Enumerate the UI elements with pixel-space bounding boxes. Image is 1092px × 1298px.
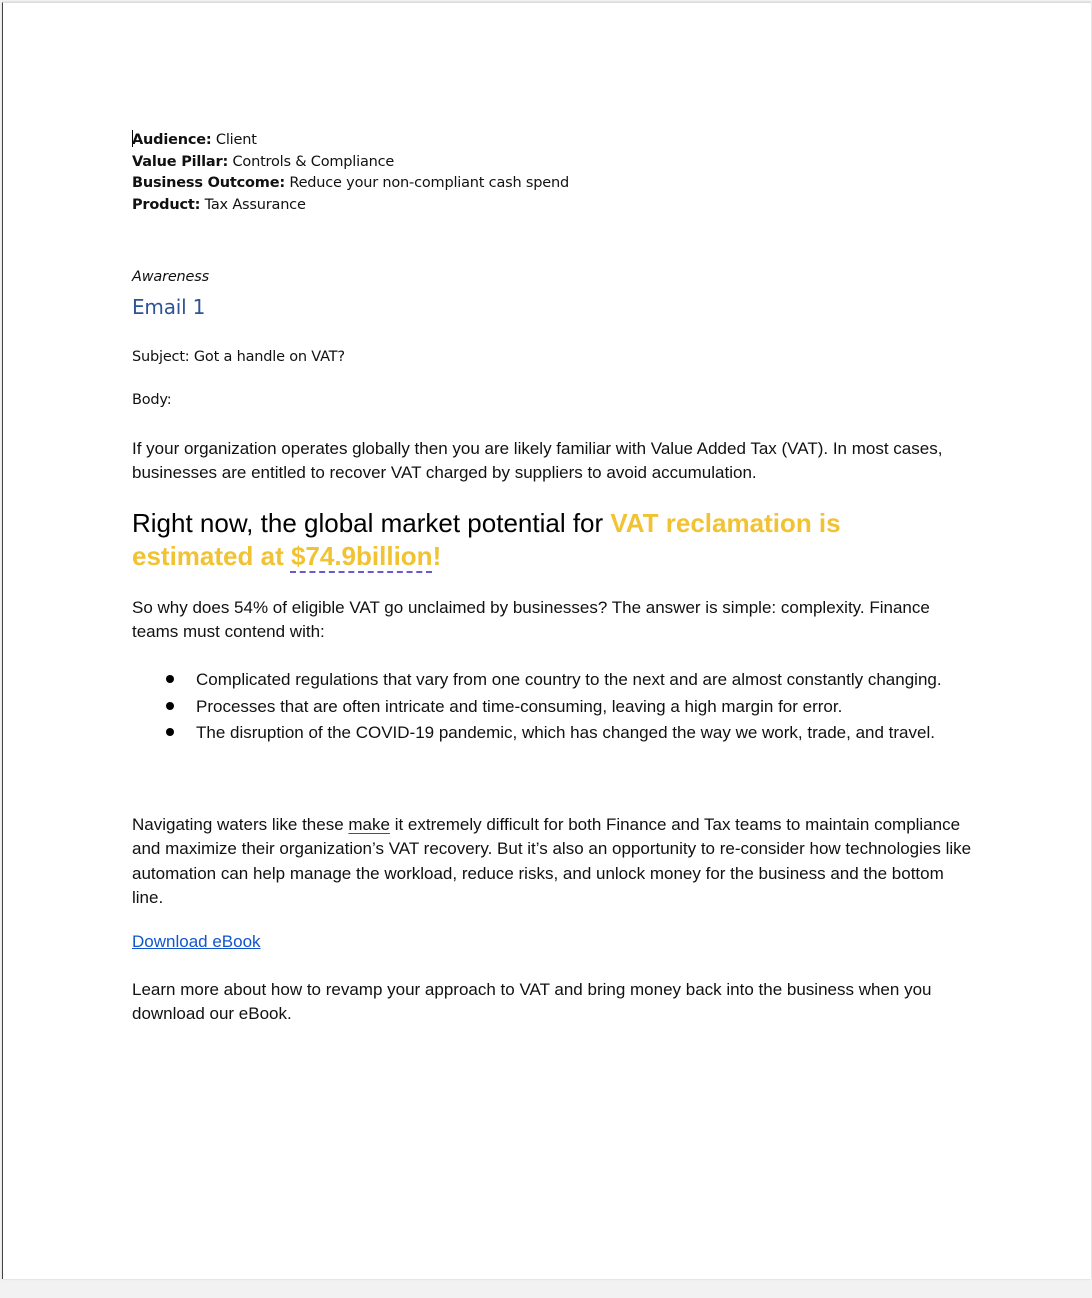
navigating-paragraph: [132, 813, 972, 910]
business-outcome-value: Reduce your non-compliant cash spend: [289, 175, 569, 191]
list-item: The disruption of the COVID-19 pandemic, which has changed the way we work, trade, and travel.: [196, 721, 986, 745]
audience-value: Client: [215, 132, 257, 148]
intro-paragraph: If your organization operates globally then you are likely familiar with Value Added Tax (VAT). In most cases, businesses are entitled to recover VAT charged by suppliers to avoid accumulation.: [132, 439, 943, 482]
audience-line: [132, 130, 569, 152]
value-pillar-label: Value Pillar:: [132, 153, 229, 170]
headline-end: !: [432, 541, 442, 571]
list-item: Processes that are often intricate and time-consuming, leaving a high margin for error.: [196, 695, 986, 719]
document-page: [2, 2, 1091, 1279]
email-heading: Email 1: [132, 295, 206, 319]
navigating-text-start: Navigating waters like these: [132, 815, 349, 834]
closing-paragraph: Learn more about how to revamp your approach to VAT and bring money back into the business when you download our eBook.: [132, 980, 932, 1023]
challenges-list: [162, 668, 986, 748]
product-line: [132, 195, 569, 217]
body-label: Body:: [132, 392, 172, 408]
grammar-flagged-word: make: [348, 815, 390, 834]
product-label: Product:: [132, 196, 201, 213]
email-subject: Subject: Got a handle on VAT?: [132, 349, 345, 365]
list-item: Complicated regulations that vary from one country to the next and are almost constantly changing.: [196, 668, 986, 692]
headline-plain: Right now, the global market potential for: [132, 508, 611, 538]
complexity-paragraph: So why does 54% of eligible VAT go unclaimed by businesses? The answer is simple: complexity. Finance teams must contend with:: [132, 598, 930, 641]
headline-amount: $74.9billion: [290, 541, 433, 571]
email-metadata: [132, 130, 569, 216]
headline: [132, 507, 932, 573]
business-outcome-line: [132, 173, 569, 195]
audience-label: Audience:: [132, 132, 212, 148]
value-pillar-line: [132, 152, 569, 174]
headline-highlight: VAT reclamation is estimated at: [132, 508, 841, 571]
product-value: Tax Assurance: [204, 196, 306, 213]
download-ebook-link[interactable]: Download eBook: [132, 932, 261, 951]
business-outcome-label: Business Outcome:: [132, 175, 285, 191]
funnel-stage: Awareness: [132, 269, 209, 285]
navigating-text-end: it extremely difficult for both Finance and Tax teams to maintain compliance and maximize their organization’s VAT recovery. But it’s also an opportunity to re-consider how technologies like automation can help manage the workload, reduce risks, and unlock money for the business and the bottom line.: [132, 815, 972, 907]
value-pillar-value: Controls & Compliance: [232, 153, 395, 170]
